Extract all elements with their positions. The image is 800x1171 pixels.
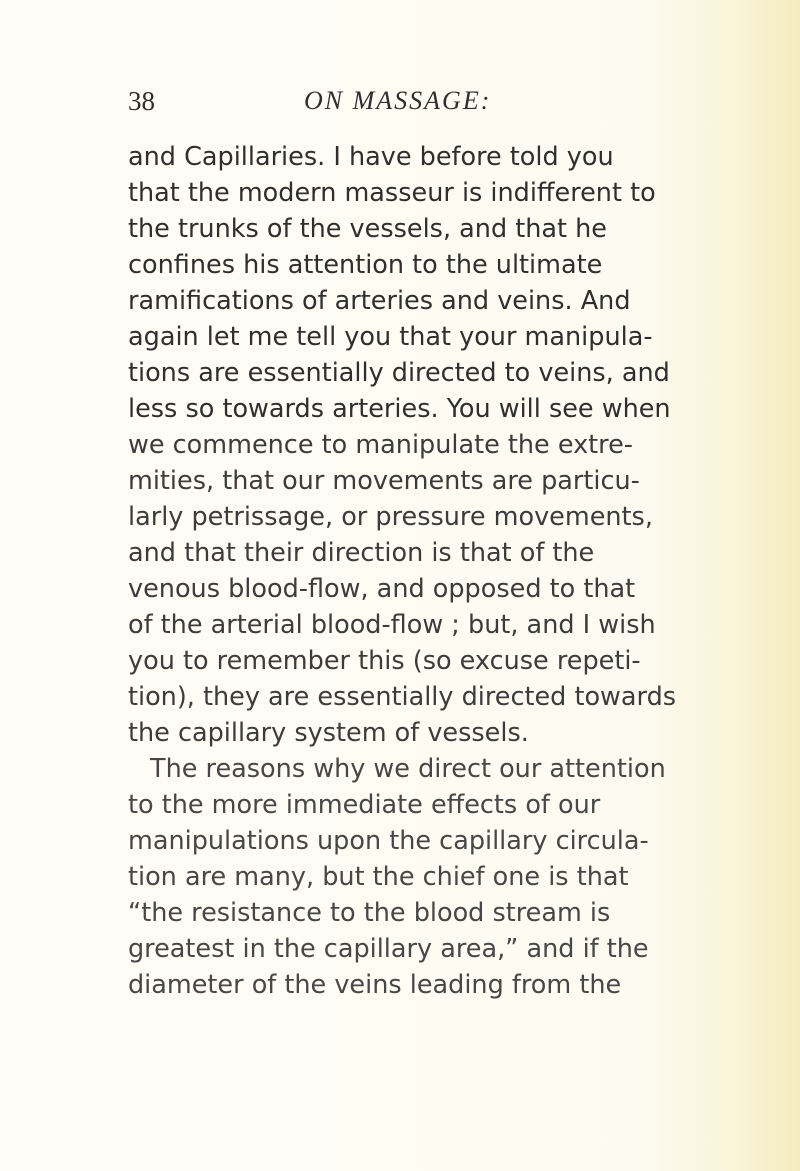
running-head: ON MASSAGE: (304, 86, 492, 115)
text-line: tion), they are essentially directed towards (128, 682, 677, 712)
text-line: “the resistance to the blood stream is (128, 898, 611, 928)
text-line: manipulations upon the capillary circula- (128, 826, 649, 856)
text-line: larly petrissage, or pressure movements, (128, 502, 653, 532)
paragraph-start-line: The reasons why we direct our attention (150, 754, 666, 784)
page-number: 38 (128, 86, 155, 116)
text-line: you to remember this (so excuse repeti- (128, 646, 641, 676)
text-line: and that their direction is that of the (128, 538, 595, 568)
text-line: again let me tell you that your manipula- (128, 322, 653, 352)
text-line: the trunks of the vessels, and that he (128, 214, 607, 244)
text-line: tion are many, but the chief one is that (128, 862, 629, 892)
text-line: that the modern masseur is indifferent to (128, 178, 656, 208)
text-line: confines his attention to the ultimate (128, 250, 603, 280)
text-line: and Capillaries. I have before told you (128, 142, 614, 172)
page-header (128, 86, 648, 126)
text-line: diameter of the veins leading from the (128, 970, 622, 1000)
text-line: less so towards arteries. You will see when (128, 394, 671, 424)
text-line: we commence to manipulate the extre- (128, 430, 633, 460)
text-line: venous blood-flow, and opposed to that (128, 574, 636, 604)
text-line: ramifications of arteries and veins. And (128, 286, 631, 316)
text-line: tions are essentially directed to veins, and (128, 358, 670, 388)
text-line: of the arterial blood-flow ; but, and I wish (128, 610, 656, 640)
body-text (128, 139, 688, 1003)
text-line: mities, that our movements are particu- (128, 466, 640, 496)
text-line: greatest in the capillary area,” and if the (128, 934, 649, 964)
text-line: the capillary system of vessels. (128, 718, 529, 748)
text-line: to the more immediate effects of our (128, 790, 601, 820)
